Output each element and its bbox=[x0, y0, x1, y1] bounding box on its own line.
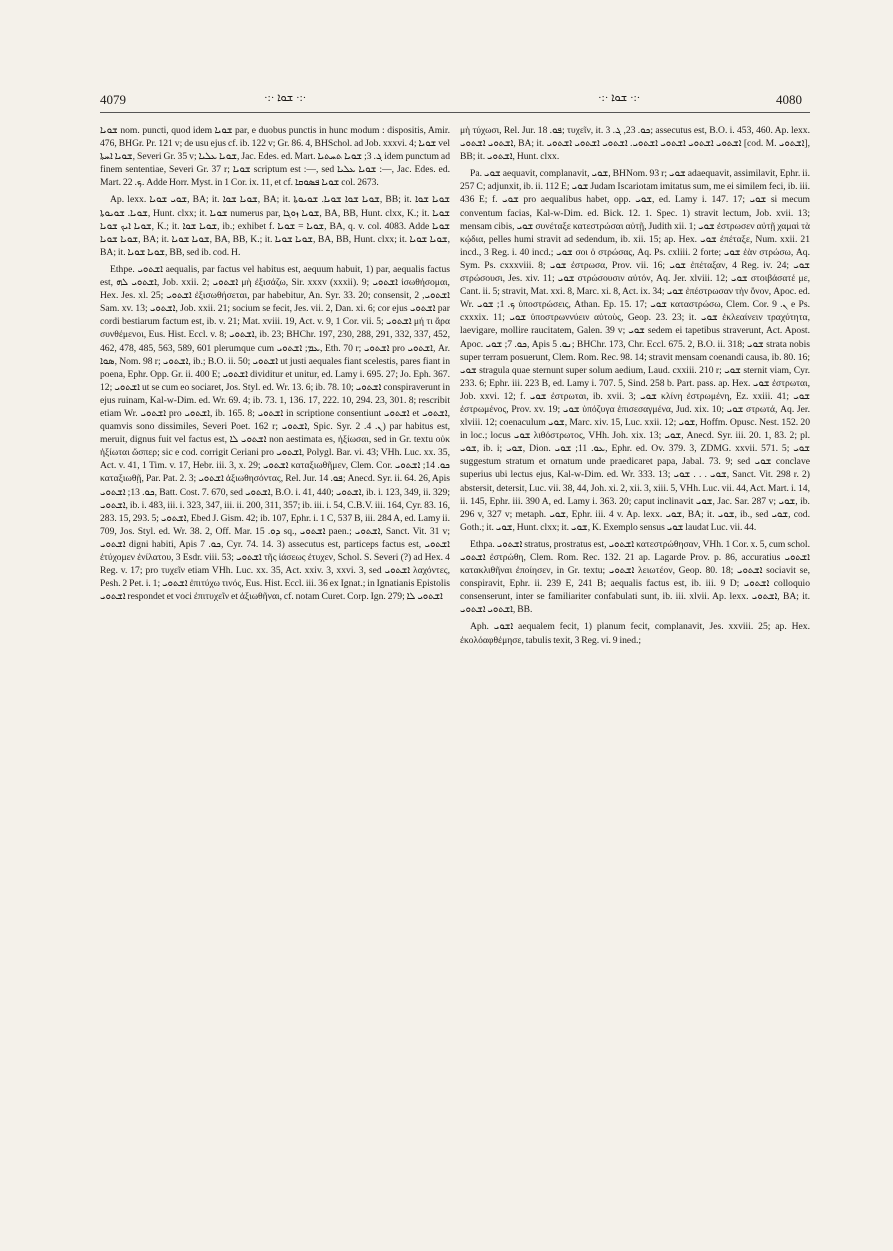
entry-paragraph: ܫܘܝܐ nom. puncti, quod idem ܫܘܝܐ par, e duobus punctis in hunc modum : dispositis, Amir. 476, BHGr. Pr. 121 v; de usu ejus cf. ib. 122 v; Gr. 86. 4, BHSchol. ad Job. xxxvi. 4; ܫܘܝܐ vel ܫܘܝܐ ܐܚܬܐ, Severi Gr. 35 v; ܫܘܝܐ ܥܠܝܐ, Jac. Edes. ed. Mart. ܓ. 3; ܫܘܝܐ ܬܚܬܝܐ idem punctum ad finem sententiae, Severi Gr. 37 r; ܫܘܝܐ scriptum est :—, sed ܫܘܝܐ ܥܠܝܐ :—, Jac. Edes. ed. Mart. ܟ. 22. Adde Horr. Myst. in 1 Cor. ix. 11, et cf. ܫܘܝܐ ܦܣܘܩܐ col. 2673. bbox=[100, 125, 451, 189]
entry-paragraph: Pa. ܫܘܝ aequavit, complanavit, ܫܘܝ, BHNom. 93 r; ܫܘܝ adaequavit, assimilavit, Ephr. ii. 257 C; adjunxit, ib. ii. 112 E; ܫܘܝ Judam Iscariotam imitatus sum, me ei similem feci, ib. iii. 436 E; f. ܫܘܝ pro aequalibus habet, opp. ܫܘܝ, ed. Lamy i. 147. 17; ܫܘܝ si mecum conventum facias, Kal-w-Dim. ed. Bick. 12. 1. Spec. 1) stravit lectum, Job. xvii. 13; mensam cibis, ܫܘܝ συνέταξε κατεστρώσαι αὐτῇ, Judith xii. 1; ܫܘܝ ἐστρωσεν αὐτῇ χαμαὶ τὰ κῴδια, pelles humi stravit ad sedendum, ib. xii. 15; ap. Hex. ܫܘܝ ἐπέταξε, Num. xxii. 21 incd., 3 Reg. i. 40 incd.; ܫܘܝ σοι ὁ στρώσας, Aq. Ps. cxliii. 2 forte; ܫܘܝ ἐὰν στρώσω, Aq. Sym. Ps. cxxxviii. 8; ܫܘܝ ἐστρωσα, Prov. vii. 16; ܫܘܝ ἐπέταξαν, 4 Reg. iv. 24; ܫܘܝ στρώσουσι, Jes. xiv. 11; ܫܘܝ στρώσουσιν αὐτόν, Aq. Jer. xlviii. 12; ܫܘܝ στοιβάσατέ με, Cant. ii. 5; stravit, Mat. xxi. 8, Marc. xi. 8, Act. ix. 34; ܫܘܝ ἐπέστρωσαν τὴν ὄνον, Apoc. ed. Wr. ܟ. 1; ܫܘܝ ὑποστρώσεις, Athan. Ep. 15. 17; ܫܘܝ καταστρώσω, Clem. Cor. ܢ. 9 e Ps. cxxxix. 11; ܫܘܝ ὑποστρωννύειν αὐτοὺς, Geop. 23. 23; it. ܫܘܝ ἐκλεαίνειν τραχύτητα, laevigare, mollire raucitatem, Galen. 39 v; ܫܘܝ sedem ei tapetibus straverunt, Act. Apost. Apoc. ܟܘ. 7; ܫܘܝ, Apis ܢܘ. 5; BHChr. 173, Chr. Eccl. 675. 2, B.O. ii. 318; ܫܘܝ strata nobis super terram posuerunt, Clem. Rom. Rec. 98. 14; stravit mensam coenandi causa, ib. 80. 16; ܫܘܝ stragula quae sternunt super solum aedium, Laud. cxxiii. 210 r; ܫܘܝ sternit viam, Cyr. 233. 6; Ephr. iii. 223 B, ed. Lamy i. 707. 5, Sind. 258 b. Part. pass. ap. Hex. ܫܘܝ ἐστρωται, Job. xxvi. 12; f. ܫܘܝ ἐστρωται, ib. xvii. 3; ܫܘܝ κλίνη ἐστρωμένη, Ez. xxiii. 41; ܫܘܝ ἐστρωμένος, Prov. xv. 19; ܫܘܝ ὑπόζυγα ἐπισεσαγμένα, Jud. xix. 10; ܫܘܝ στρωτά, Aq. Jer. xlviii. 12; coenaculum ܫܘܝ, Marc. xiv. 15, Luc. xxii. 12; ܫܘܝ, Hoffm. Opusc. Nest. 152. 20 in loc.; locus ܫܘܝ λιθόστρωτος, VHh. Joh. xix. 13; ܫܘܝ, Anecd. Syr. iii. 20. 1, 83. 2; pl. ܫܘܝ, ib. i; ܫܘܝ, Dion. ܥܘ. 11; ܫܘܝ, Ephr. ed. Ov. 379. 3, ZDMG. xxvii. 571. 5; ܫܘܝ suggestum stratum et ornatum unde praedicaret papa, Jabal. 73. 9; sed ܫܘܝ conclave superius ubi lectus ejus, Kal-w-Dim. ed. Wr. 333. 13; ܫܘܝ . . . ܫܘܝ, Sanct. Vit. 298 r. 2) abstersit, detersit, Luc. vii. 38, 44, Joh. xi. 2, xii. 3, xiii. 5, VHh. Luc. vii. 44, Act. Mart. i. 14, ii. 145, Ephr. iii. 390 A, ed. Lamy i. 363. 20; caput inclinavit ܫܘܝ, Jac. Sar. 287 v; ܫܘܝ, ib. 296 v, 327 v; metaph. ܫܘܝ, Ephr. iii. 4 v. Ap. lexx. ܫܘܝ, BA; it. ܫܘܝ, ib., sed ܫܘܝ, cod. Goth.; it. ܫܘܝ, Hunt. clxx; it. ܫܘܝ, K. Exemplo sensus ܫܘܝ laudat Luc. vii. 44. bbox=[460, 168, 811, 533]
entry-paragraph: Ethpa. ܐܫܬܘܝ stratus, prostratus est, ܐܫܬܘܝ κατεστρώθησαν, VHh. 1 Cor. x. 5, cum schol. ܐܫܬܘܝ ἐστρώθη, Clem. Rom. Rec. 132. 21 ap. Lagarde Prov. p. 86, accuratius ܐܫܬܘܝ κατακλιθῆναι ἐποίησεν, in Gr. textu; ܐܫܬܘܝ λειωτέον, Geop. 80. 18; ܐܫܬܘܝ sociavit se, conspiravit, Ephr. ii. 239 E, 241 B; aequalis factus est, ib. iii. 9 D; ܐܫܬܘܝ colloquio consenserunt, inter se familiariter confabulati sunt, ib. iii. xlvii. Ap. lexx. ܐܫܬܘܝ, BA; it. ܐܫܬܘܝ ܐܫܬܘܝ, BB. bbox=[460, 538, 811, 616]
header-rule bbox=[100, 112, 810, 113]
entry-paragraph: Ethpe. ܐܫܬܘܝ aequalis, par factus vel habitus est, aequum habuit, 1) par, aequalis factus est, ܐܫܬܘܝ ܠܗ, Job. xxii. 2; ܐܫܬܘܝ μὴ ἐξισάζω, Sir. xxxv (xxxii). 9; ܐܫܬܘܝ ἰσωθήσομαι, Hex. Jes. xl. 25; ܐܫܬܘܝ ἐξισωθήσεται, par habebitur, An. Syr. 33. 20; consensit, ܐܫܬܘܝ, 2 Sam. xv. 13; ܐܫܬܘܝ, Job. xxii. 21; socium se fecit, Jes. vii. 2, Dan. xi. 6; cor ejus ܐܫܬܘܝ par cordi bestiarum factum est, ib. v. 21; Mat. xviii. 19, Act. v. 9, 1 Cor. vii. 5; ܐܫܬܘܝ μή τι ἄρα συνθέμενοι, Eus. Hist. Eccl. v. 8; ܐܫܬܘܝ, ib. 23; BHChr. 197, 230, 288, 291, 332, 337, 452, 462, 478, 485, 563, 589, 601 plerumque cum ܥܡ; ܐܫܬܘܝ, Eth. 70 r; ܐܫܬܘܝ pro ܐܫܬܘܝ, Ar. ܣܘܐ, Nom. 98 r; ܐܫܬܘܝ, ib.; B.O. ii. 50; ܐܫܬܘܝ ut justi aequales fiant scelestis, pares fiant in poena, Ephr. Opp. Gr. ii. 400 E; ܐܫܬܘܝ dividitur et unitur, ed. Lamy i. 695. 27; Jo. Eph. 367. 12; ܐܫܬܘܝ ut se cum eo sociaret, Jos. Styl. ed. Wr. 13. 6; ib. 78. 10; ܐܫܬܘܝ conspiraverunt in ejus ruinam, Kal-w-Dim. ed. Wr. 69. 4; ib. 73. 1, 136. 17, 222. 10, 294. 23, 301. 8; rescribit etiam Wr. ܐܫܬܘܝ pro ܐܫܬܘܝ, ib. 165. 8; ܐܫܬܘܝ in scriptione consentiunt ܐܫܬܘܝ et ܐܫܬܘܝ, quamvis sono dissimiles, Severi Poet. 162 r; ܐܫܬܘܝ, Spic. Syr. ܢ. 4. 2) par habitus est, meruit, dignus fuit vel factus est, ܐܫܬܘܝ ܠܐ non aestimata es, ἠξίωσαι, sed in Gr. textu οὐκ ἠξίωται ὥσπερ; sic e cod. corrigit Ceriani pro ܐܫܬܘܝ, Polygl. Bar. vi. 43; VHh. Luc. xx. 35, Act. v. 41, 1 Tim. v. 17, Hebr. iii. 3, x. 29; ܐܫܬܘܝ καταξιωθῆμεν, Clem. Cor. ܟܘ. 14; ܐܫܬܘܝ καταξιωθῇ, Par. Pat. 2. 3; ܐܫܬܘܝ ἀξιωθησόντας, Rel. Jur. ܦܘ. 14; Anecd. Syr. ii. 64. 26, Apis ܟܘ. 13; ܐܫܬܘܝ, Batt. Cost. 7. 670, sed ܐܫܬܘܝ, B.O. i. 41, 440; ܐܫܬܘܝ, ib. i. 123, 349, ii. 329; ܐܫܬܘܝ, ib. i. 483, iii. i. 323, 347, iii. ii. 200, 311, 357; ib. iii. i. 54, C.B.V. iii. 164, Cyr. 83. 16, 283. 15, 293. 5; ܐܫܬܘܝ, Ebed J. Gism. 42; ib. 107, Ephr. i. 1 C, 537 B, iii. 284 A, ed. Lamy ii. 709, Jos. Styl. ed. Wr. 38. 2, Off. Mar. ܕܘ. 15 sq., ܐܫܬܘܝ paen.; ܐܫܬܘܝ, Sanct. Vit. 31 v; ܐܫܬܘܝ digni habiti, Apis ܟܘ. 7, Cyr. 74. 14. 3) assecutus est, particeps factus est, ܐܫܬܘܝ ἐτύχομεν ἐνίλατου, 3 Esdr. viii. 53; ܐܫܬܘܝ τῆς ἰάσεως ἐτυχεν, Schol. S. Severi (?) ad Hex. 4 Reg. v. 17; pro τυχεῖν etiam VHh. Luc. xx. 35, Act. xxiv. 3, xxvi. 3, sed ܐܫܬܘܝ λαχόντες, Pesh. 2 Pet. i. 1; ܐܫܬܘܝ ἐπιτύχω τινός, Eus. Hist. Eccl. iii. 36 ex Ignat.; in Ignatianis Epistolis ܐܫܬܘܝ respondet et voci ἐπιτυχεῖν et ἀξιωθῆναι, cf. notam Curet. Corp. Ign. 279; ܐܫܬܘܝ ܠܐ bbox=[100, 263, 451, 603]
entry-paragraph: Aph. ܐܫܘܝ aequalem fecit, 1) planum fecit, complanavit, Jes. xxviii. 25; ap. Hex. ἐκολόαφθέμησε, tabulis texit, 3 Reg. vi. 9 ined.; bbox=[460, 621, 810, 646]
running-head-left: ·:· ܫܘܐ ·:· bbox=[264, 92, 307, 104]
right-column bbox=[460, 124, 810, 651]
entry-paragraph: Ap. lexx. ܫܘܝ ܫܘܝܐ, BA; it. ܫܘܝܐ ܫܘܐ, BA; it. ܫܘܝܐ ܫܘܐ ܫܘܝܐ. ܫܘܝܘܬܐ, BB; it. ܫܘܝܐ ܫܘܐ ܫܘܝܐ. ܫܘܝܘܬܐ, Hunt. clxx; it. ܫܘܝܐ numerus par, ܫܘܝܐ ܙܘܓܐ, BA, BB, Hunt. clxx, K.; it. ܫܘܝܐ ܫܘܝܐ ܐܝܟ ܫܘܝܐ, K.; it. ܫܘܝܐ ܫܘܐ, ib.; exhibet f. ܫܘܝܐ = ܫܘܝܐ, BA, q. v. col. 4083. Adde ܫܘܝܐ ܫܘܝܐ ܫܘܝܐ, BA; it. ܫܘܝܐ ܫܘܝܐ, BA, BB, K.; it. ܫܘܝܐ ܫܘܝܐ, BA, BB, Hunt. clxx; it. ܫܘܝܐ ܫܘܝܐ, BA; it. ܫܘܝܐ ܫܘܝܐ, BB, sed ib. cod. H. bbox=[100, 194, 450, 258]
left-column bbox=[100, 124, 450, 607]
entry-paragraph: μὴ τύχωσι, Rel. Jur. ܦܘ. 18; τυχεῖν, it. ܟܘ. 23, ܓ. 3; assecutus est, B.O. i. 453, 460. Ap. lexx. ܐܫܬܘܝ ܐܫܬܘܝ, BA; it. ܐܫܬܘܝ ܐܫܬܘܝ ܐܫܬܘܝ ܐܫܬܘܝ. ܐܫܬܘܝ ܐܫܬܘܝ ܐܫܬܘܝ [cod. M. ܐܫܬܘܝ], BB; it. ܐܫܬܘܝ, Hunt. clxx. bbox=[460, 125, 810, 163]
page-number-left: 4079 bbox=[100, 92, 126, 107]
page-number-right: 4080 bbox=[776, 92, 802, 107]
running-head-right: ·:· ܫܘܐ ·:· bbox=[598, 92, 641, 104]
